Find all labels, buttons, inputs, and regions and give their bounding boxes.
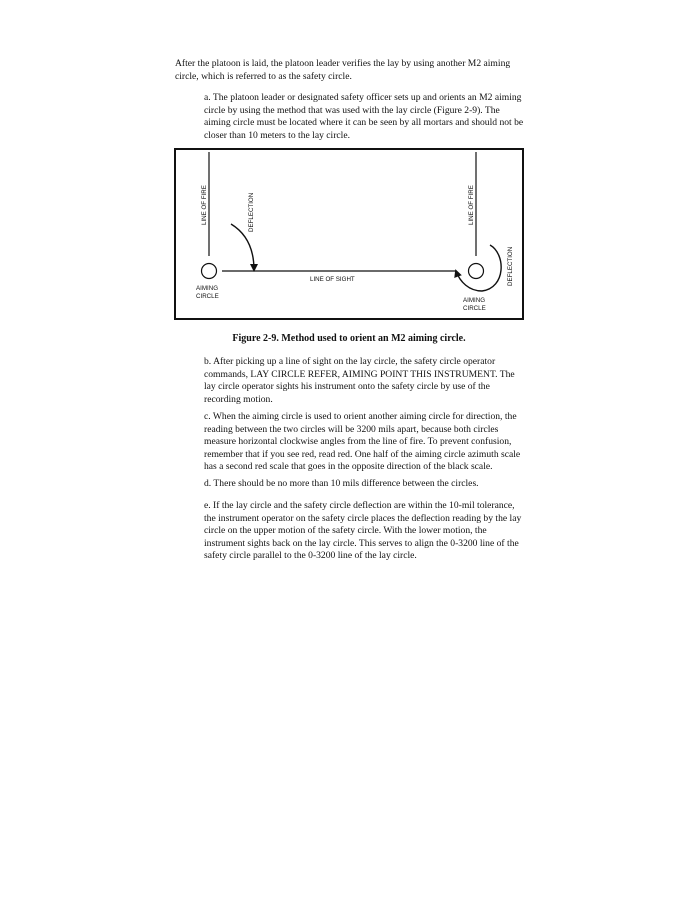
- right-deflection-label: DEFLECTION: [507, 246, 514, 286]
- aiming-circle-diagram: [176, 150, 526, 322]
- right-aiming-label: AIMING: [463, 297, 486, 304]
- left-aiming-label: AIMING: [196, 285, 219, 292]
- figure-caption: Figure 2-9. Method used to orient an M2 aiming circle.: [232, 333, 466, 344]
- left-deflection-label: DEFLECTION: [248, 192, 255, 232]
- right-line-of-fire-label: LINE OF FIRE: [468, 185, 475, 225]
- right-deflection-arrow: [456, 245, 501, 291]
- paragraph-d: d. There should be no more than 10 mils difference between the circles.: [204, 478, 479, 489]
- paragraph-c: c. When the aiming circle is used to orient another aiming circle for direction, the reading between the two circles will be 3200 mils apart, because both circles measure horizontal clockwise angles from the line of fire. To prevent confusion, remember that if you see red, read red. One half of the aiming circle azimuth scale has a second red scale that goes in the opposite direction of the black scale.: [204, 411, 521, 473]
- paragraph-b: b. After picking up a line of sight on the lay circle, the safety circle operator commands, LAY CIRCLE REFER, AIMING POINT THIS INSTRUMENT. The lay circle operator sights his instrument onto the safety circle by use of the recording motion.: [204, 356, 515, 405]
- right-aiming-circle-symbol: [469, 264, 484, 279]
- left-line-of-fire-label: LINE OF FIRE: [201, 185, 208, 225]
- right-circle-label: CIRCLE: [463, 305, 486, 312]
- paragraph-e: e. If the lay circle and the safety circle deflection are within the 10-mil tolerance, the instrument operator on the safety circle places the deflection reading by the lay circle on the upper motion of the safety circle. With the lower motion, the instrument sights back on the lay circle. This serves to align the 0-3200 line of the safety circle parallel to the 0-3200 line of the lay circle.: [204, 500, 522, 562]
- left-circle-label: CIRCLE: [196, 293, 219, 300]
- left-aiming-circle-symbol: [202, 264, 217, 279]
- paragraph-a: a. The platoon leader or designated safety officer sets up and orients an M2 aiming circle by using the method that was used with the lay circle (Figure 2-9). The aiming circle must be located where it can be seen by all mortars and should not be closer than 10 meters to the lay circle.: [204, 92, 524, 141]
- line-of-sight-label: LINE OF SIGHT: [310, 276, 355, 283]
- intro-paragraph: After the platoon is laid, the platoon leader verifies the lay by using another M2 aiming circle, which is referred to as the safety circle.: [175, 58, 511, 82]
- figure-2-9: [174, 148, 524, 320]
